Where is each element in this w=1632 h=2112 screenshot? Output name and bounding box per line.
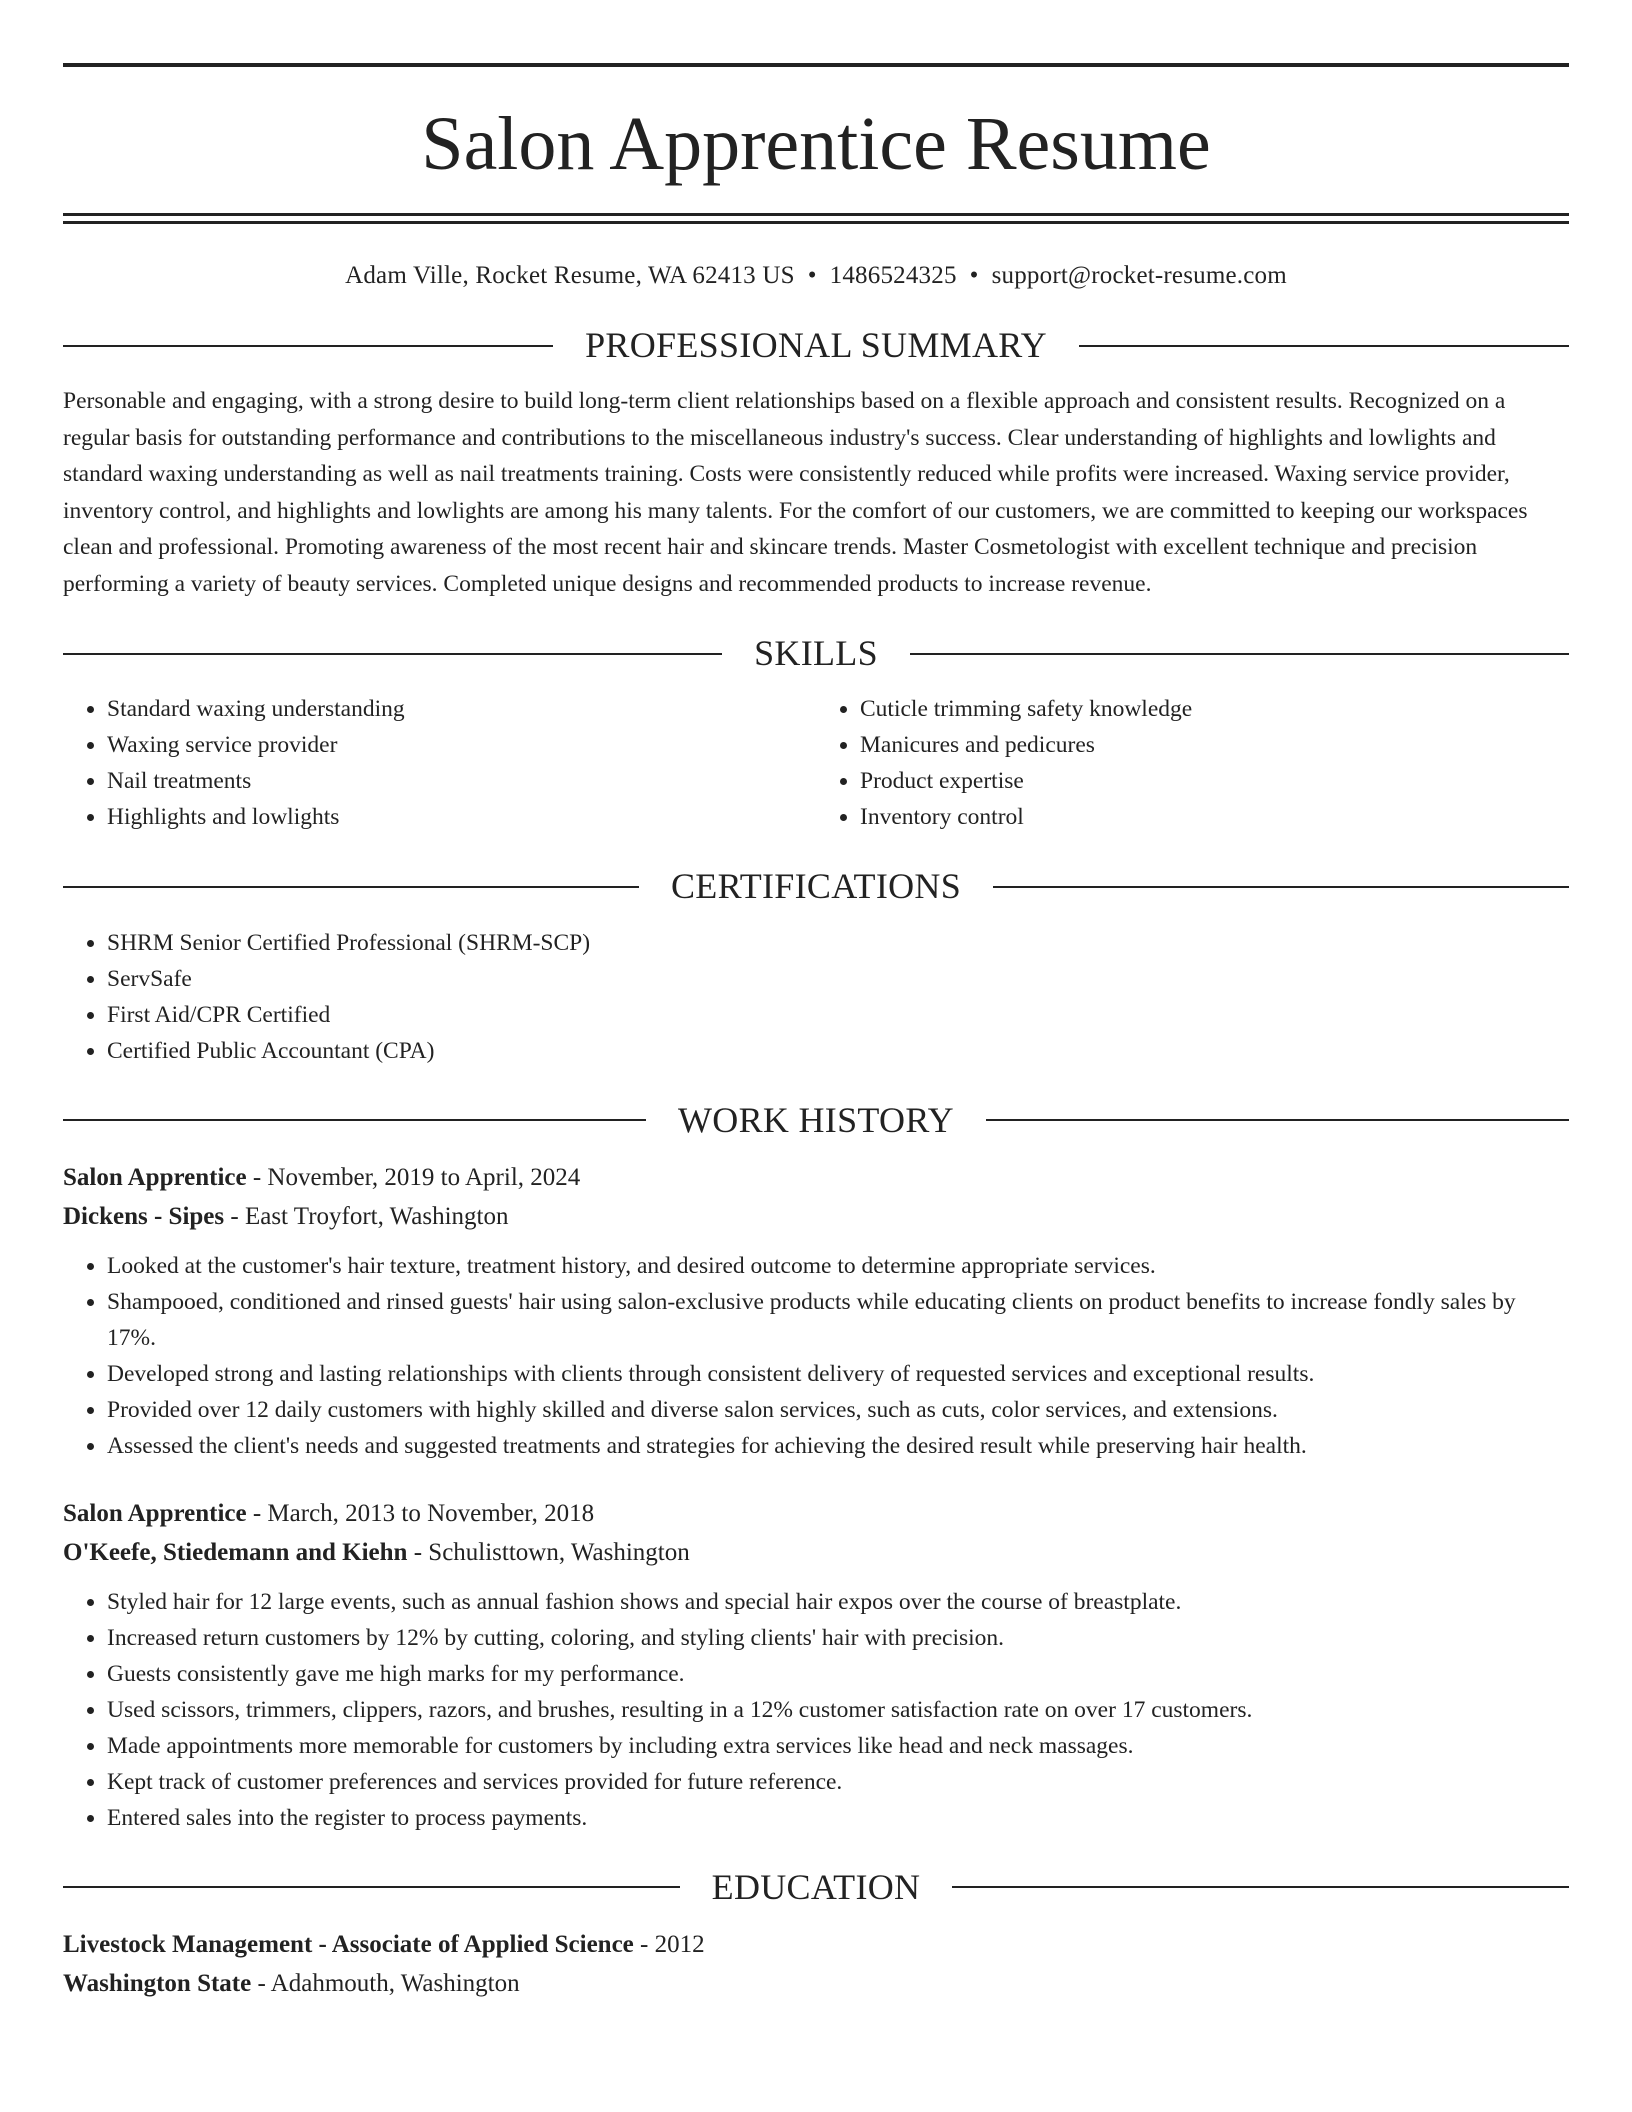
education-heading: EDUCATION <box>711 1866 921 1907</box>
skill-item: • Inventory control <box>860 799 1569 835</box>
job-bullet: • Guests consistently gave me high marks for my performance. <box>107 1656 1569 1692</box>
job-bullet: • Kept track of customer preferences and services provided for future reference. <box>107 1764 1569 1800</box>
job-bullet: • Made appointments more memorable for customers by including extra services like head and neck massages. <box>107 1728 1569 1764</box>
job-entry <box>63 1494 1569 1836</box>
section-rule-left <box>63 345 553 347</box>
section-rule-right <box>993 886 1569 888</box>
summary-text: Personable and engaging, with a strong desire to build long-term client relationships based on a flexible approach and consistent results. Recognized on a regular basis for outstanding performance and contributions to the miscellaneous industry's success. Clear understanding of highlights and lowlights and standard waxing understanding as well as nail treatments training. Costs were consistently reduced while profits were increased. Waxing service provider, inventory control, and highlights and lowlights are among his many talents. For the comfort of our customers, we are committed to keeping our workspaces clean and professional. Promoting awareness of the most recent hair and skincare trends. Master Cosmetologist with excellent technique and precision performing a variety of beauty services. Completed unique designs and recommended products to increase revenue. <box>63 388 1528 597</box>
section-rule-left <box>63 653 722 655</box>
education-entry <box>63 1925 1569 2003</box>
section-rule-right <box>1079 345 1569 347</box>
job-company-line <box>63 1533 1569 1572</box>
job-company: O'Keefe, Stiedemann and Kiehn <box>63 1538 408 1566</box>
job-location: - Schulisttown, Washington <box>407 1538 690 1566</box>
title-double-rule <box>63 213 1569 224</box>
section-rule-left <box>63 1886 680 1888</box>
skill-item: • Cuticle trimming safety knowledge <box>860 691 1569 727</box>
education-school-line <box>63 1964 1569 2003</box>
section-rule-left <box>63 886 639 888</box>
job-bullets <box>63 1584 1569 1836</box>
job-bullet: • Provided over 12 daily customers with highly skilled and diverse salon services, such as cuts, color services, and extensions. <box>107 1392 1569 1428</box>
job-dates: - November, 2019 to April, 2024 <box>246 1163 581 1191</box>
job-title: Salon Apprentice <box>63 1499 247 1527</box>
contact-address: Adam Ville, Rocket Resume, WA 62413 US <box>345 262 795 289</box>
certification-item: • ServSafe <box>107 961 1569 997</box>
certification-item: • First Aid/CPR Certified <box>107 997 1569 1033</box>
job-dates: - March, 2013 to November, 2018 <box>246 1499 595 1527</box>
contact-line <box>63 262 1569 290</box>
job-bullet: • Looked at the customer's hair texture, treatment history, and desired outcome to determine appropriate services. <box>107 1248 1569 1284</box>
contact-separator: • <box>969 262 979 289</box>
skill-item: • Manicures and pedicures <box>860 727 1569 763</box>
section-rule-right <box>986 1119 1569 1121</box>
work-history-section-header <box>63 1099 1569 1142</box>
resume-title: Salon Apprentice Resume <box>421 102 1211 186</box>
skills-list <box>63 691 1569 835</box>
education-year: - 2012 <box>633 1930 705 1958</box>
summary-heading: PROFESSIONAL SUMMARY <box>585 325 1047 365</box>
skill-item: • Nail treatments <box>107 763 816 799</box>
education-degree-line <box>63 1925 1569 1964</box>
job-company-line <box>63 1197 1569 1236</box>
skill-item: • Standard waxing understanding <box>107 691 816 727</box>
skill-item: • Product expertise <box>860 763 1569 799</box>
job-bullets <box>63 1248 1569 1464</box>
education-school: Washington State <box>63 1969 252 1997</box>
certifications-heading: CERTIFICATIONS <box>670 866 962 907</box>
skills-column-right <box>816 691 1569 835</box>
contact-email: support@rocket-resume.com <box>991 262 1287 289</box>
section-rule-right <box>910 653 1569 655</box>
job-bullet: • Shampooed, conditioned and rinsed guests' hair using salon-exclusive products while educating clients on product benefits to increase fondly sales by 17%. <box>107 1284 1569 1356</box>
job-entry <box>63 1158 1569 1464</box>
skill-item: • Waxing service provider <box>107 727 816 763</box>
education-location: - Adahmouth, Washington <box>251 1969 520 1997</box>
job-bullet: • Entered sales into the register to process payments. <box>107 1800 1569 1836</box>
job-bullet: • Styled hair for 12 large events, such as annual fashion shows and special hair expos over the course of breastplate. <box>107 1584 1569 1620</box>
education-section-header <box>63 1866 1569 1909</box>
job-bullet: • Assessed the client's needs and suggested treatments and strategies for achieving the desired result while preserving hair health. <box>107 1428 1569 1464</box>
job-company: Dickens - Sipes <box>63 1202 225 1230</box>
education-degree: Livestock Management - Associate of Applied Science <box>63 1930 634 1958</box>
top-rule <box>63 63 1569 67</box>
skills-section-header <box>63 632 1569 675</box>
job-bullet: • Increased return customers by 12% by cutting, coloring, and styling clients' hair with precision. <box>107 1620 1569 1656</box>
skills-column-left <box>63 691 816 835</box>
job-bullet: • Developed strong and lasting relationships with clients through consistent delivery of requested services and exceptional results. <box>107 1356 1569 1392</box>
skills-heading: SKILLS <box>754 633 878 674</box>
skill-item: • Highlights and lowlights <box>107 799 816 835</box>
contact-separator: • <box>807 262 817 289</box>
work-history-heading: WORK HISTORY <box>678 1099 954 1140</box>
job-bullet: • Used scissors, trimmers, clippers, razors, and brushes, resulting in a 12% customer satisfaction rate on over 17 customers. <box>107 1692 1569 1728</box>
job-title-line <box>63 1158 1569 1197</box>
contact-phone: 1486524325 <box>829 262 957 289</box>
job-location: - East Troyfort, Washington <box>224 1202 509 1230</box>
certification-item: • Certified Public Accountant (CPA) <box>107 1033 1569 1069</box>
section-rule-right <box>952 1886 1569 1888</box>
section-rule-left <box>63 1119 646 1121</box>
summary-section-header <box>63 324 1569 367</box>
job-title: Salon Apprentice <box>63 1163 247 1191</box>
certifications-section-header <box>63 865 1569 908</box>
job-title-line <box>63 1494 1569 1533</box>
certifications-list <box>63 925 1569 1069</box>
certification-item: • SHRM Senior Certified Professional (SHRM-SCP) <box>107 925 1569 961</box>
